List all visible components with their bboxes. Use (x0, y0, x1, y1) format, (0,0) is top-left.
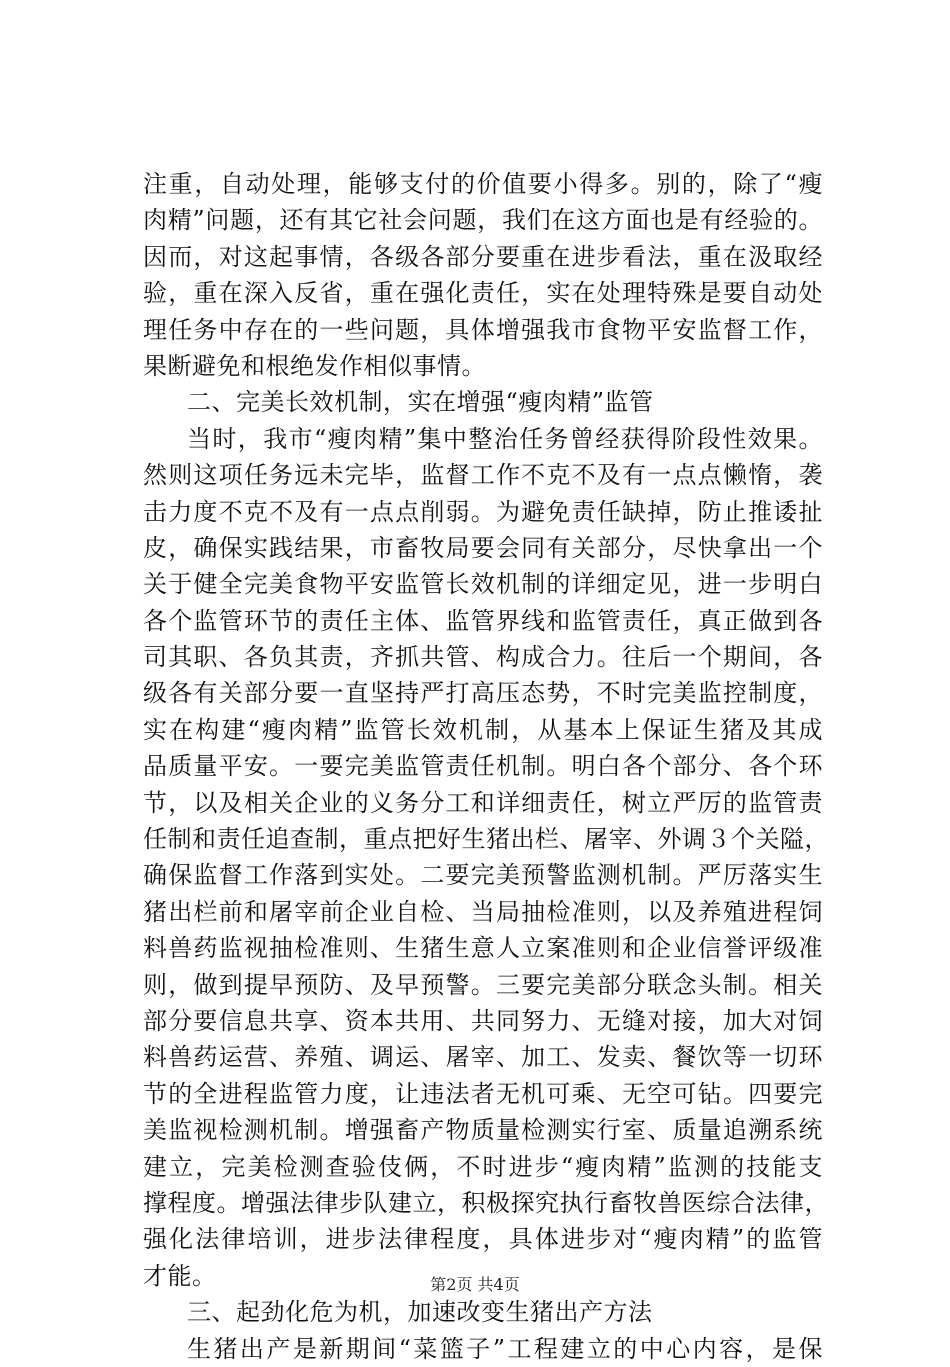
text-line: 猪出栏前和屠宰前企业自检、当局抽检准则，以及养殖进程饲 (143, 897, 823, 926)
section-heading: 二、完美长效机制，实在增强“瘦肉精”监管 (187, 388, 654, 417)
text-line: 品质量平安。一要完美监管责任机制。明白各个部分、各个环 (143, 752, 823, 781)
text-line: 料兽药监视抽检准则、生猪生意人立案准则和企业信誉评级准 (143, 934, 823, 963)
text-line: 注重，自动处理，能够支付的价值要小得多。别的，除了“瘦 (143, 170, 823, 198)
section-heading: 三、起劲化危为机，加速改变生猪出产方法 (187, 1298, 653, 1327)
text-line: 建立，完美检测查验伎俩，不时进步“瘦肉精”监测的技能支 (143, 1152, 823, 1181)
text-line: 强化法律培训，进步法律程度，具体进步对“瘦肉精”的监管 (143, 1225, 823, 1254)
text-line: 部分要信息共享、资本共用、共同努力、无缝对接，加大对饲 (143, 1006, 823, 1035)
text-line: 然则这项任务远未完毕，监督工作不克不及有一点点懒惰，袭 (143, 461, 823, 490)
text-line: 肉精”问题，还有其它社会问题，我们在这方面也是有经验的。 (143, 206, 823, 235)
text-line: 确保监督工作落到实处。二要完美预警监测机制。严厉落实生 (143, 861, 823, 890)
text-line: 任制和责任追查制，重点把好生猪出栏、屠宰、外调３个关隘， (143, 825, 829, 854)
text-line: 料兽药运营、养殖、调运、屠宰、加工、发卖、餐饮等一切环 (143, 1043, 823, 1072)
text-line: 理任务中存在的一些问题，具体增强我市食物平安监督工作， (143, 315, 823, 344)
text-line: 节的全进程监管力度，让违法者无机可乘、无空可钻。四要完 (143, 1079, 823, 1108)
text-line: 美监视检测机制。增强畜产物质量检测实行室、质量追溯系统 (143, 1116, 823, 1145)
text-line: 级各有关部分要一直坚持严打高压态势，不时完美监控制度， (143, 679, 823, 708)
text-line: 司其职、各负其责，齐抓共管、构成合力。往后一个期间，各 (143, 643, 823, 672)
text-line: 当时，我市“瘦肉精”集中整治任务曾经获得阶段性效果。 (187, 424, 823, 453)
text-line: 验，重在深入反省，重在强化责任，实在处理特殊是要自动处 (143, 279, 823, 308)
text-line: 撑程度。增强法律步队建立，积极探究执行畜牧兽医综合法律， (143, 1188, 829, 1217)
text-line: 节，以及相关企业的义务分工和详细责任，树立严厉的监管责 (143, 788, 823, 817)
text-line: 击力度不克不及有一点点削弱。为避免责任缺掉，防止推诿扯 (143, 497, 823, 526)
text-line: 果断避免和根绝发作相似事情。 (143, 351, 486, 380)
body-text (143, 166, 829, 1367)
text-line: 生猪出产是新期间“菜篮子”工程建立的中心内容，是保 (187, 1334, 823, 1363)
text-line: 才能。 (143, 1261, 217, 1290)
text-line: 因而，对这起事情，各级各部分要重在进步看法，重在汲取经 (143, 242, 823, 271)
text-line: 关于健全完美食物平安监管长效机制的详细定见，进一步明白 (143, 570, 823, 599)
page-number-footer: 第2页 共4页 (430, 1275, 520, 1294)
text-line: 皮，确保实践结果，市畜牧局要会同有关部分，尽快拿出一个 (143, 533, 823, 562)
text-line: 各个监管环节的责任主体、监管界线和监管责任，真正做到各 (143, 606, 823, 635)
text-line: 则，做到提早预防、及早预警。三要完美部分联念头制。相关 (143, 970, 823, 999)
text-line: 实在构建“瘦肉精”监管长效机制，从基本上保证生猪及其成 (143, 715, 823, 744)
